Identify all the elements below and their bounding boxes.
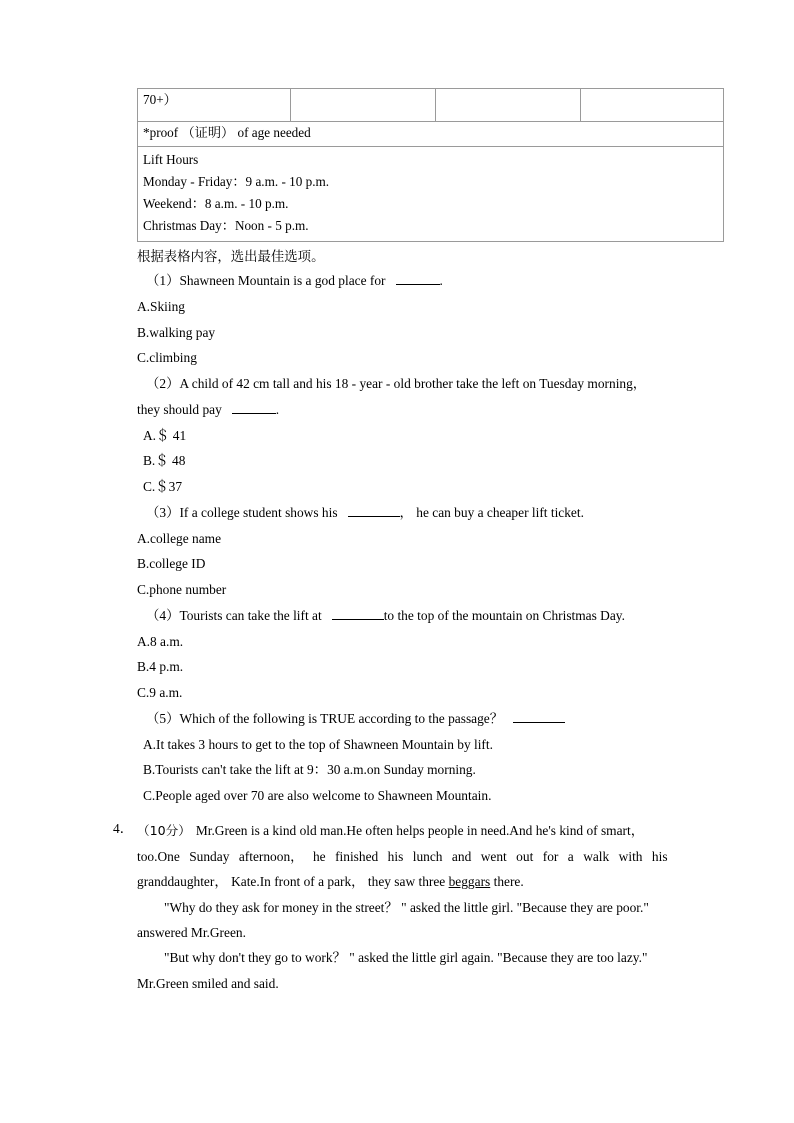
lift-hours-weekend: Weekend：8 a.m. - 10 p.m.	[143, 195, 289, 211]
table-cell-proof-note	[138, 122, 724, 147]
question-4-option-a[interactable]: A.8 a.m.	[137, 633, 184, 649]
question-1-option-a[interactable]: A.Skiing	[137, 298, 185, 314]
question-3-stem	[137, 500, 682, 526]
answer-blank-2	[232, 402, 276, 414]
document-content	[112, 88, 682, 996]
question-4-option-b[interactable]: B.4 p.m.	[137, 659, 184, 675]
question-2-stem	[137, 372, 682, 398]
question-5-stem-text: （5）Which of the following is TRUE according to the passage？	[146, 710, 504, 726]
answer-blank-4	[332, 608, 384, 620]
table-cell-age-4	[581, 89, 724, 122]
answer-blank-3	[348, 505, 400, 517]
item-4-block	[112, 818, 682, 996]
question-1-stem-text: （1）Shawneen Mountain is a god place for	[146, 273, 386, 289]
question-4-stem-text: （4）Tourists can take the lift at	[146, 607, 322, 623]
item-4-para-3-line-2: Mr.Green smiled and said.	[137, 975, 279, 991]
question-5-option-b[interactable]: B.Tourists can't take the lift at 9：30 a.m.on Sunday morning.	[143, 762, 476, 778]
question-3-option-c[interactable]: C.phone number	[137, 582, 227, 598]
item-4-para-2-line-2: answered Mr.Green.	[137, 925, 246, 940]
table-row-proof	[138, 122, 724, 147]
question-2-option-b[interactable]: B.＄ 48	[143, 453, 186, 469]
table-row-hours	[138, 146, 724, 242]
table-cell-lift-hours	[138, 146, 724, 242]
question-3-option-a[interactable]: A.college name	[137, 530, 222, 546]
item-4-line-3	[137, 869, 682, 894]
question-2-option-c[interactable]: C.＄37	[143, 479, 183, 495]
table-row-age	[138, 89, 724, 122]
question-3-stem-tail: ， he can buy a cheaper lift ticket.	[399, 504, 584, 520]
item-4-number: 4．	[113, 821, 134, 837]
answer-blank-1	[396, 273, 440, 285]
lift-info-table	[137, 88, 724, 242]
question-3-option-b[interactable]: B.college ID	[137, 556, 206, 572]
question-5-option-c[interactable]: C.People aged over 70 are also welcome to Shawneen Mountain.	[143, 788, 492, 804]
item-4-line-3-pre: granddaughter， Kate.In front of a park， they saw three	[137, 874, 449, 890]
item-4-keyword-beggars: beggars	[448, 874, 491, 890]
question-4-option-c[interactable]: C.9 a.m.	[137, 685, 183, 701]
question-5-stem	[137, 706, 682, 732]
item-4-para-3-line-1: "But why don't they go to work？ " asked the little girl again. "Because they are too lazy."	[164, 950, 648, 966]
item-4-line-1-text: Mr.Green is a kind old man.He often helps people in need.And he's kind of smart，	[195, 823, 645, 839]
table-cell-age-2	[291, 89, 436, 122]
lift-hours-title: Lift Hours	[143, 151, 199, 167]
item-4-line-3-post: there.	[490, 874, 524, 890]
question-2-stem-cont	[137, 397, 682, 423]
answer-blank-5	[513, 711, 565, 723]
question-1-option-c[interactable]: C.climbing	[137, 350, 197, 366]
question-3-stem-text: （3）If a college student shows his	[146, 504, 338, 520]
question-1-stem	[137, 269, 682, 295]
question-4-stem-tail: to the top of the mountain on Christmas Day.	[383, 607, 625, 623]
question-2-stem-cont-text: they should pay	[137, 401, 222, 417]
table-cell-age-3	[436, 89, 581, 122]
question-2-stem-tail: .	[275, 401, 280, 417]
item-4-line-1	[137, 818, 682, 843]
question-5-option-a[interactable]: A.It takes 3 hours to get to the top of Shawneen Mountain by lift.	[143, 736, 493, 752]
question-4-stem	[137, 603, 682, 629]
item-4-para-2-line-1: "Why do they ask for money in the street？ " asked the little girl. "Because they are poor."	[164, 899, 649, 915]
lift-hours-christmas: Christmas Day：Noon - 5 p.m.	[143, 217, 309, 233]
proof-note-text: *proof （证明） of age needed	[143, 125, 311, 140]
instruction-text: 根据表格内容，选出最佳选项。	[137, 250, 325, 266]
question-2-option-a[interactable]: A.＄ 41	[143, 427, 187, 443]
item-4-line-2: too.One Sunday afternoon， he finished his lunch and went out for a walk with his	[137, 848, 668, 864]
question-2-stem-text: （2）A child of 42 cm tall and his 18 - year - old brother take the left on Tuesday morning，	[146, 376, 647, 392]
item-4-marks: （10分）	[137, 823, 191, 839]
lift-hours-weekday: Monday - Friday：9 a.m. - 10 p.m.	[143, 173, 330, 189]
question-1-option-b[interactable]: B.walking pay	[137, 324, 216, 340]
question-1-stem-tail: .	[439, 273, 443, 289]
table-cell-age-label: 70+）	[138, 89, 291, 122]
